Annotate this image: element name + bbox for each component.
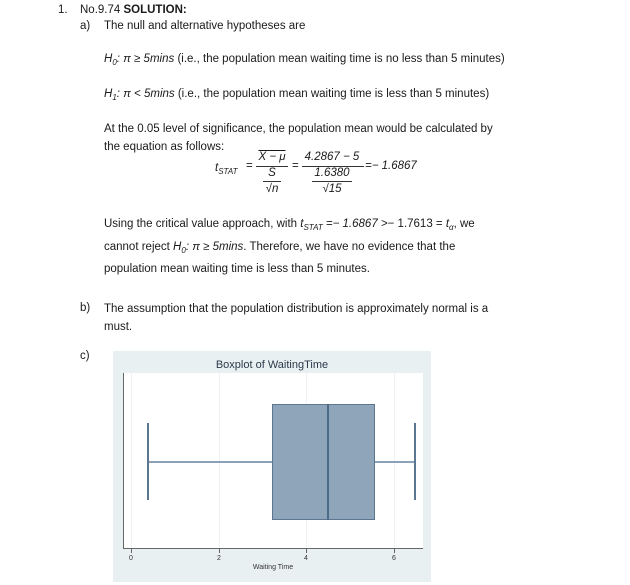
upper-whisker: [374, 461, 415, 463]
problem-number: No.9.74: [80, 4, 121, 16]
t-alpha-sub: α: [449, 223, 454, 232]
part-c-label: c): [80, 350, 90, 362]
h0-symbol: H: [104, 53, 113, 65]
tstat-sub: STAT: [303, 223, 323, 232]
fraction-2-den-top: 1.6380: [314, 167, 350, 179]
fraction-1-den-top: S: [268, 167, 276, 179]
critical-value: − 1.7613 =: [387, 218, 446, 230]
fraction-2-den-bot: √15: [322, 183, 342, 195]
chart-title: Boxplot of WaitingTime: [215, 359, 329, 371]
conclusion-line-3: population mean waiting time is less than 5 minutes.: [104, 263, 370, 275]
t-sub: STAT: [218, 167, 238, 176]
x-tick-2: [219, 549, 220, 553]
x-tick-0: [131, 549, 132, 553]
x-tick-label-4: 4: [304, 555, 308, 562]
h0-desc: (i.e., the population mean waiting time is no less than 5 minutes): [174, 53, 505, 65]
conclusion-line-2: [104, 238, 475, 261]
cannot-reject-text: cannot reject: [104, 240, 174, 253]
fraction-1-den-bot: √n: [265, 183, 279, 195]
t-symbol: t: [215, 162, 219, 174]
h1-symbol: H: [104, 88, 113, 100]
fraction-1-numerator: [254, 151, 290, 163]
part-b-line-1: The assumption that the population distribution is approximately normal is a: [104, 303, 489, 315]
part-b-text: [104, 300, 488, 336]
conclusion-line-2-end: . Therefore, we have no evidence that the: [243, 240, 456, 253]
conclusion-line-1-end: , we: [453, 218, 475, 230]
tstat-value: =− 1.6867 >: [322, 218, 388, 230]
null-hypothesis: [104, 53, 505, 67]
problem-title: [80, 4, 187, 16]
formula-result: =− 1.6867: [365, 160, 417, 172]
item-number: 1.: [58, 4, 68, 16]
lower-whisker-cap: [147, 423, 149, 500]
h0-ref-expr: : π ≥ 5mins: [185, 240, 244, 253]
x-tick-4: [306, 549, 307, 553]
median-line: [327, 404, 329, 520]
h0-expr: : π ≥ 5mins: [116, 53, 175, 65]
h0-ref-sub: 0: [181, 245, 186, 255]
x-tick-6: [394, 549, 395, 553]
xbar-minus-mu: X − μ: [258, 151, 286, 163]
formula-lhs: [215, 162, 237, 176]
formula-eq-1: =: [246, 160, 253, 172]
part-b-line-2: must.: [104, 321, 133, 333]
x-axis-label: Waiting Time: [252, 564, 294, 571]
solution-label: SOLUTION:: [123, 4, 187, 16]
y-axis: [123, 373, 124, 549]
conclusion-intro: Using the critical value approach, with: [104, 218, 301, 230]
part-b-label: b): [80, 302, 91, 314]
t-alpha-symbol: t: [445, 218, 450, 230]
h1-sub: 1: [112, 93, 117, 102]
part-a-label: a): [80, 20, 91, 32]
h0-ref-symbol: H: [173, 240, 182, 253]
x-tick-label-0: 0: [129, 555, 133, 562]
fraction-2-numerator: 4.2867 − 5: [304, 151, 360, 163]
iqr-box: [272, 404, 375, 520]
upper-whisker-cap: [414, 423, 416, 500]
lower-whisker: [148, 461, 272, 463]
gridline-0: [131, 373, 132, 548]
x-axis: [123, 548, 423, 549]
significance-line-2: the equation as follows:: [104, 141, 225, 153]
x-tick-label-6: 6: [392, 555, 396, 562]
h0-sub: 0: [112, 58, 117, 67]
significance-text: [104, 120, 493, 156]
conclusion-line-1: [104, 215, 475, 238]
fraction-2-inner-bar: [312, 181, 352, 182]
conclusion-text: [104, 215, 475, 280]
h1-desc: (i.e., the population mean waiting time is less than 5 minutes): [174, 88, 490, 100]
significance-line-1: At the 0.05 level of significance, the population mean would be calculated by: [104, 123, 493, 135]
part-a-intro: The null and alternative hypotheses are: [104, 20, 306, 32]
fraction-1-inner-bar: [263, 181, 281, 182]
formula-eq-2: =: [292, 160, 299, 172]
x-tick-label-2: 2: [217, 555, 221, 562]
tstat-symbol: t: [300, 218, 304, 230]
alt-hypothesis: [104, 88, 489, 102]
h1-expr: : π < 5mins: [116, 88, 175, 100]
